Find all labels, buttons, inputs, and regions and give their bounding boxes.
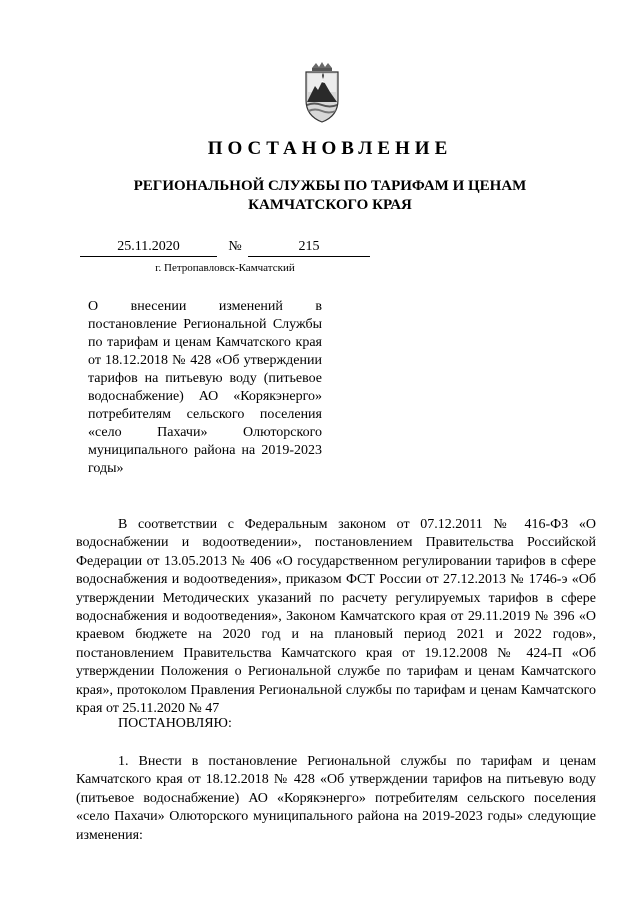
document-subject: О внесении изменений в постановление Региональной Службы по тарифам и ценам Камчатского края от 18.12.2018 № 428 «Об утверждении тарифов на питьевую воду (питьевое водоснабжение) АО «Корякэнерго» потребителям сельского поселения «село Пахачи» Олюторского муниципального района на 2019-2023 годы» xyxy=(88,299,322,476)
document-type-title: ПОСТАНОВЛЕНИЕ xyxy=(207,138,453,159)
document-date: 25.11.2020 xyxy=(80,239,217,257)
kamchatka-coat-of-arms-icon xyxy=(298,62,346,124)
decree-word: ПОСТАНОВЛЯЮ: xyxy=(118,716,232,731)
date-number-line xyxy=(80,239,370,259)
issuer-line-2: КАМЧАТСКОГО КРАЯ xyxy=(248,197,412,213)
issuer-name xyxy=(0,177,640,215)
preamble-paragraph: В соответствии с Федеральным законом от 07.12.2011 № 416-ФЗ «О водоснабжении и водоотведении», постановлением Правительства Российской Федерации от 13.05.2013 № 406 «О государственном регулировании тарифов в сфере водоснабжения и водоотведения», приказом ФСТ России от 27.12.2013 № 1746-э «Об утверждении Методических указаний по расчету регулируемых тарифов в сфере водоснабжения и водоотведения», Законом Камчатского края от 29.11.2019 № 396 «О краевом бюджете на 2020 год и на плановый период 2021 и 2022 годов», постановлением Правительства Камчатского края от 19.12.2008 № 424-П «Об утверждении Положения о Региональной службе по тарифам и ценам Камчатского края», протоколом Правления Региональной службы по тарифам и ценам Камчатского края от 25.11.2020 № 47 xyxy=(76,517,596,717)
number-sign: № xyxy=(228,239,242,254)
coat-of-arms-emblem xyxy=(298,62,346,124)
document-number: 215 xyxy=(248,239,370,257)
issuer-line-1: РЕГИОНАЛЬНОЙ СЛУЖБЫ ПО ТАРИФАМ И ЦЕНАМ xyxy=(133,178,527,194)
city-label: г. Петропавловск-Камчатский xyxy=(155,262,295,274)
clause-1-paragraph: 1. Внести в постановление Региональной службы по тарифам и ценам Камчатского края от 18.12.2018 № 428 «Об утверждении тарифов на питьевую воду (питьевое водоснабжение) АО «Корякэнерго» потребителям сельского поселения «село Пахачи» Олюторского муниципального района на 2019-2023 годы» следующие изменения: xyxy=(76,754,596,843)
